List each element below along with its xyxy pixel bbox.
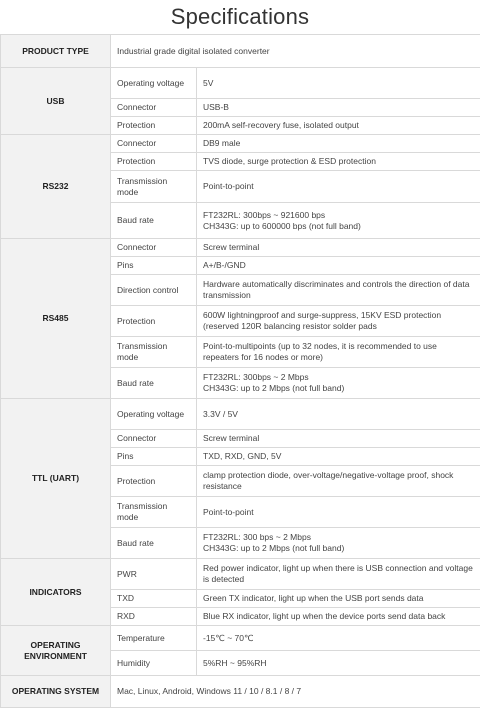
ttl-baud-ch343g: CH343G: up to 2 Mbps (not full band) <box>203 543 474 554</box>
usb-spec-value: 5V <box>197 68 480 99</box>
rs232-spec-name: Transmission mode <box>111 171 197 203</box>
ttl-spec-name: Connector <box>111 430 197 448</box>
rs485-spec-name: Connector <box>111 239 197 257</box>
environment-spec-value: 5%RH ~ 95%RH <box>197 651 480 676</box>
rs485-spec-value: 600W lightningproof and surge-suppress, 15KV ESD protection (reserved 120R balancing resistor solder pads <box>197 306 480 337</box>
ttl-spec-value: Point-to-point <box>197 497 480 528</box>
rs485-spec-value: Screw terminal <box>197 239 480 257</box>
environment-spec-name: Humidity <box>111 651 197 676</box>
rs232-spec-value: DB9 male <box>197 135 480 153</box>
indicator-description: Blue RX indicator, light up when the device ports send data back <box>197 608 480 626</box>
product-type-value: Industrial grade digital isolated converter <box>111 35 480 68</box>
rs232-baud-rate-value <box>197 203 480 239</box>
row-rs232-connector <box>1 135 480 153</box>
ttl-spec-name: Operating voltage <box>111 399 197 430</box>
rs232-baud-ch343g: CH343G: up to 600000 bps (not full band) <box>203 221 474 232</box>
indicator-name: TXD <box>111 590 197 608</box>
rs485-spec-name: Baud rate <box>111 368 197 399</box>
row-usb-operating-voltage <box>1 68 480 99</box>
rs485-baud-ch343g: CH343G: up to 2 Mbps (not full band) <box>203 383 474 394</box>
rs485-baud-rate-value <box>197 368 480 399</box>
category-rs232: RS232 <box>1 135 111 239</box>
rs485-spec-value: Hardware automatically discriminates and controls the direction of data transmission <box>197 275 480 306</box>
rs485-spec-value: A+/B-/GND <box>197 257 480 275</box>
operating-system-value: Mac, Linux, Android, Windows 11 / 10 / 8.1 / 8 / 7 <box>111 676 480 708</box>
usb-spec-name: Protection <box>111 117 197 135</box>
row-indicator-pwr <box>1 559 480 590</box>
ttl-spec-value: Screw terminal <box>197 430 480 448</box>
ttl-spec-name: Transmission mode <box>111 497 197 528</box>
rs232-spec-value: Point-to-point <box>197 171 480 203</box>
usb-spec-name: Connector <box>111 99 197 117</box>
indicator-description: Red power indicator, light up when there is USB connection and voltage is detected <box>197 559 480 590</box>
row-rs485-connector <box>1 239 480 257</box>
rs232-baud-ft232rl: FT232RL: 300bps ~ 921600 bps <box>203 210 474 221</box>
rs485-spec-name: Protection <box>111 306 197 337</box>
row-ttl-operating-voltage <box>1 399 480 430</box>
page-title: Specifications <box>0 0 480 34</box>
rs485-spec-name: Transmission mode <box>111 337 197 368</box>
ttl-baud-ft232rl: FT232RL: 300 bps ~ 2 Mbps <box>203 532 474 543</box>
category-ttl-uart: TTL (UART) <box>1 399 111 559</box>
rs485-spec-name: Direction control <box>111 275 197 306</box>
environment-spec-value: -15℃ ~ 70℃ <box>197 626 480 651</box>
ttl-spec-name: Protection <box>111 466 197 497</box>
indicator-name: PWR <box>111 559 197 590</box>
indicator-name: RXD <box>111 608 197 626</box>
ttl-baud-rate-value <box>197 528 480 559</box>
environment-spec-name: Temperature <box>111 626 197 651</box>
category-indicators: INDICATORS <box>1 559 111 626</box>
specifications-table <box>0 34 480 708</box>
rs232-spec-name: Protection <box>111 153 197 171</box>
rs232-spec-name: Connector <box>111 135 197 153</box>
indicator-description: Green TX indicator, light up when the USB port sends data <box>197 590 480 608</box>
usb-spec-value: USB-B <box>197 99 480 117</box>
rs485-spec-name: Pins <box>111 257 197 275</box>
rs485-spec-value: Point-to-multipoints (up to 32 nodes, it is recommended to use repeaters for 16 nodes or more) <box>197 337 480 368</box>
usb-spec-name: Operating voltage <box>111 68 197 99</box>
ttl-spec-value: 3.3V / 5V <box>197 399 480 430</box>
usb-spec-value: 200mA self-recovery fuse, isolated output <box>197 117 480 135</box>
rs232-spec-value: TVS diode, surge protection & ESD protection <box>197 153 480 171</box>
row-operating-system <box>1 676 480 708</box>
ttl-spec-name: Pins <box>111 448 197 466</box>
category-rs485: RS485 <box>1 239 111 399</box>
rs232-spec-name: Baud rate <box>111 203 197 239</box>
ttl-spec-value: clamp protection diode, over-voltage/negative-voltage proof, shock resistance <box>197 466 480 497</box>
ttl-spec-value: TXD, RXD, GND, 5V <box>197 448 480 466</box>
category-operating-system: OPERATING SYSTEM <box>1 676 111 708</box>
category-product-type: PRODUCT TYPE <box>1 35 111 68</box>
row-environment-temperature <box>1 626 480 651</box>
category-operating-environment: OPERATING ENVIRONMENT <box>1 626 111 676</box>
rs485-baud-ft232rl: FT232RL: 300bps ~ 2 Mbps <box>203 372 474 383</box>
ttl-spec-name: Baud rate <box>111 528 197 559</box>
category-usb: USB <box>1 68 111 135</box>
row-product-type <box>1 35 480 68</box>
